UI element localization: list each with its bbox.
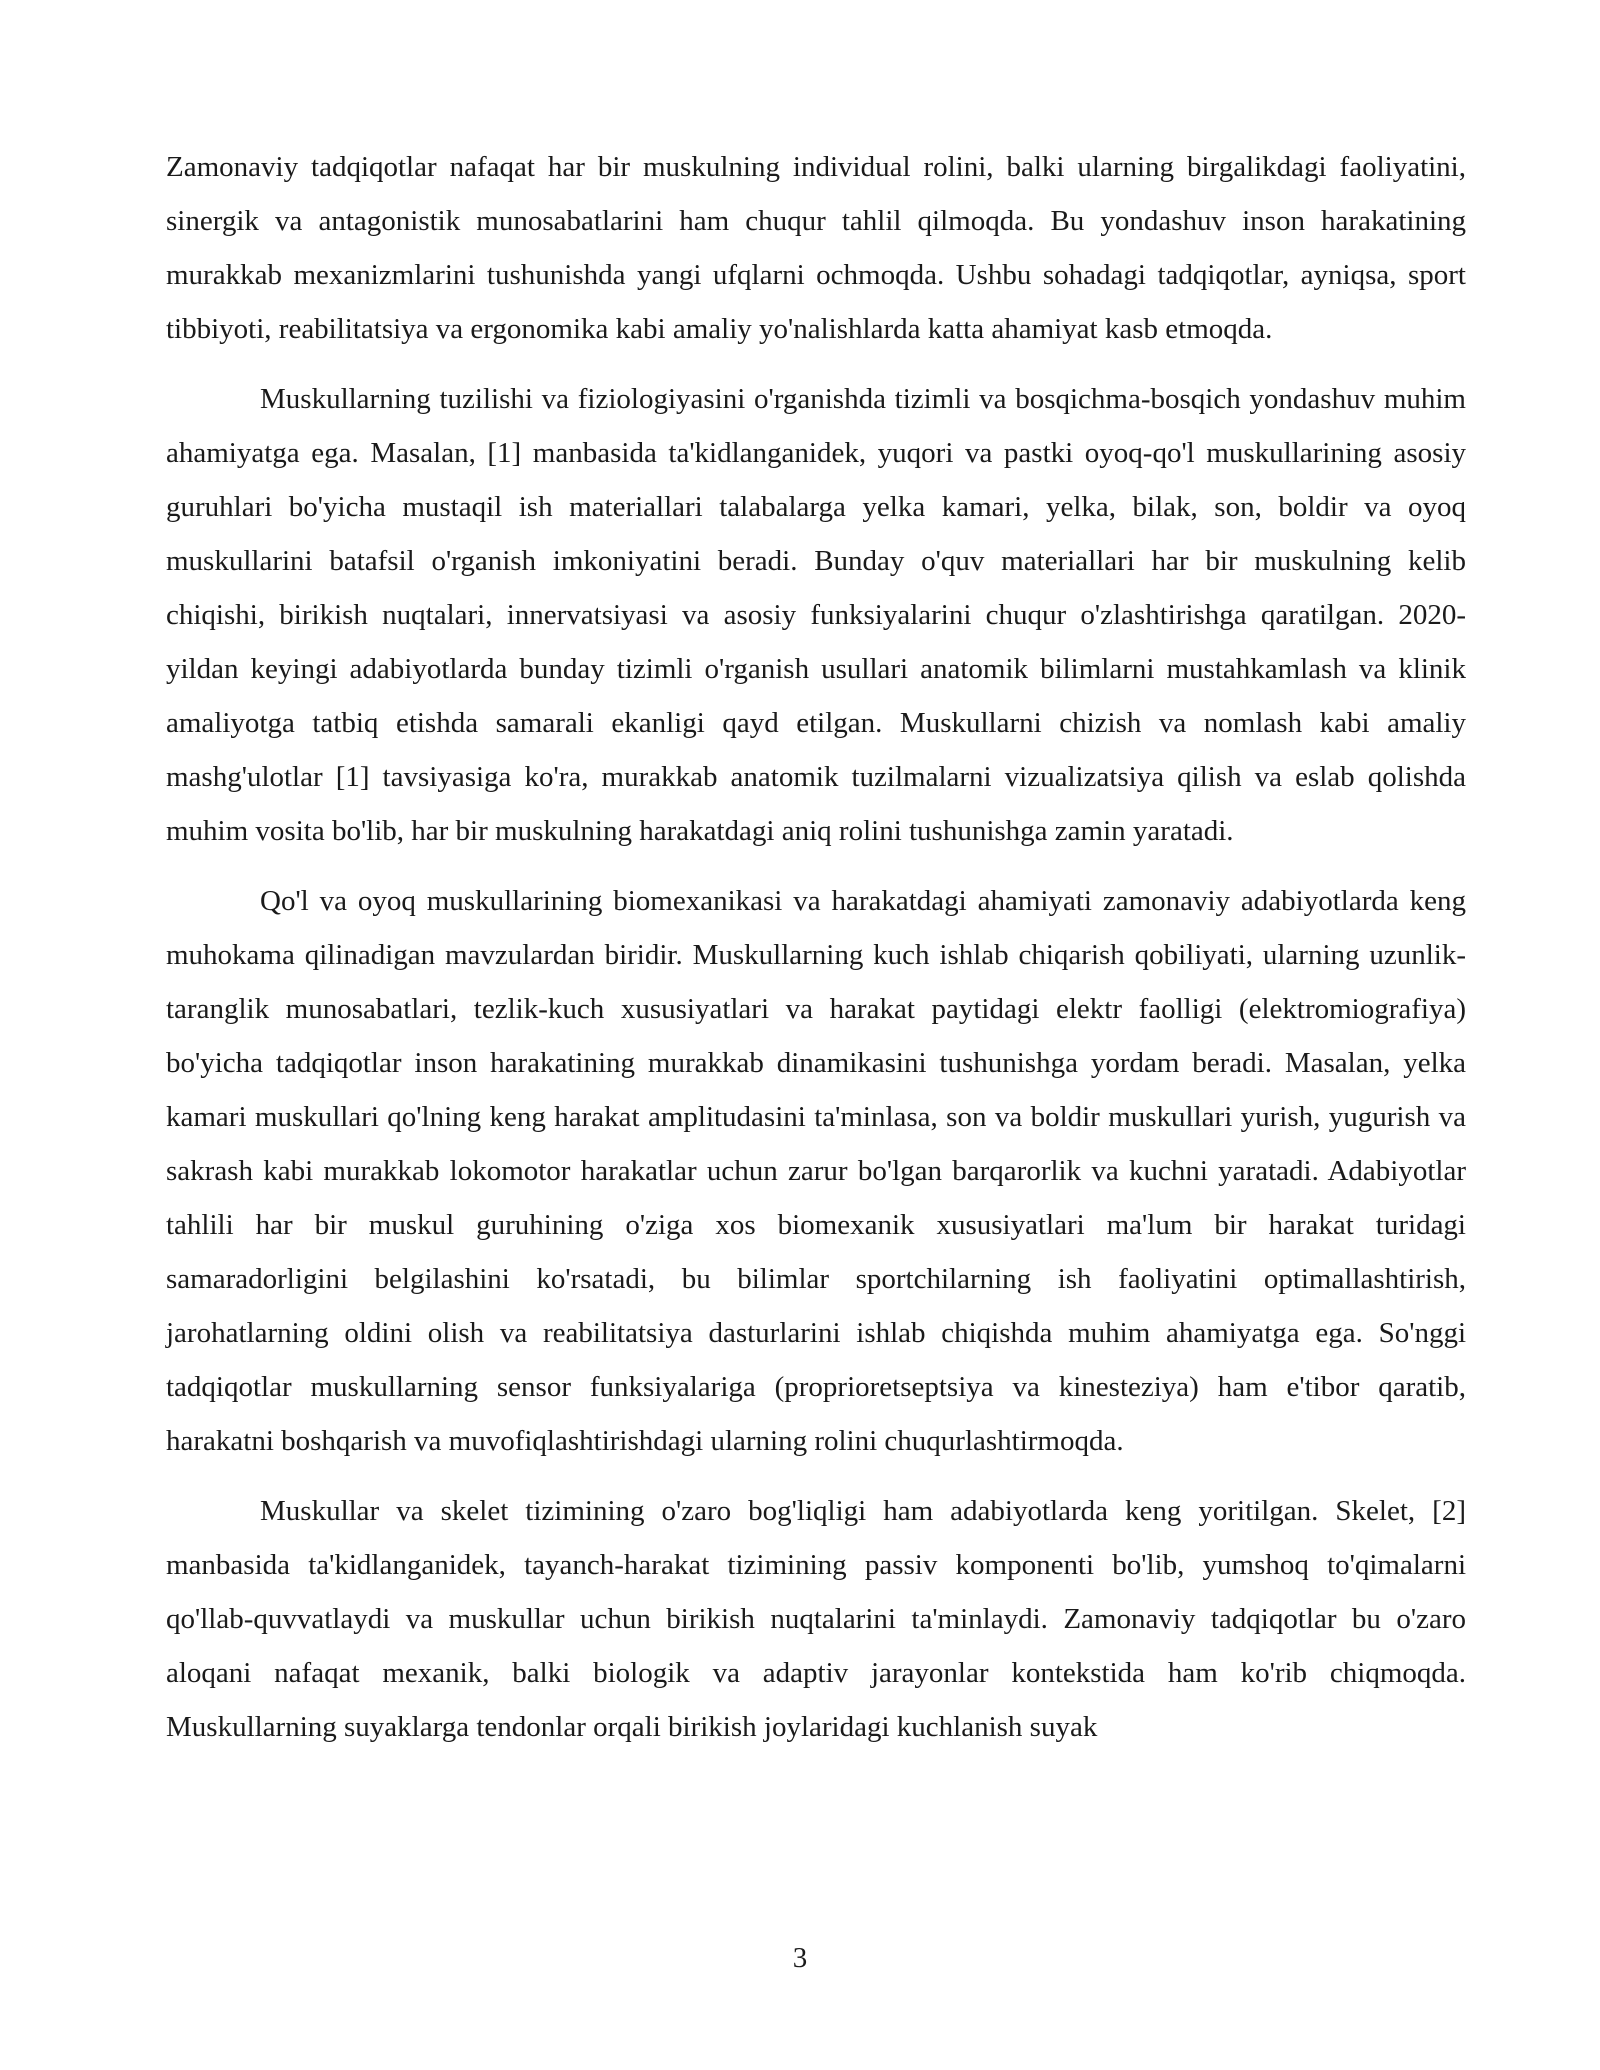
paragraph-1: Zamonaviy tadqiqotlar nafaqat har bir muskulning individual rolini, balki ularning birgalikdagi faoliyatini, sinergik va antagonistik munosabatlarini ham chuqur tahlil qilmoqda. Bu yondashuv inson harakatining murakkab mexanizmlarini tushunishda yangi ufqlarni ochmoqda. Ushbu sohadagi tadqiqotlar, ayniqsa, sport tibbiyoti, reabilitatsiya va ergonomika kabi amaliy yo'nalishlarda katta ahamiyat kasb etmoqda. <box>166 151 1466 345</box>
page-number: 3 <box>792 1942 808 1974</box>
paragraph-3: Qo'l va oyoq muskullarining biomexanikasi va harakatdagi ahamiyati zamonaviy adabiyotlarda keng muhokama qilinadigan mavzulardan biridir. Muskullarning kuch ishlab chiqarish qobiliyati, ularning uzunlik-taranglik munosabatlari, tezlik-kuch xususiyatlari va harakat paytidagi elektr faolligi (elektromiografiya) bo'yicha tadqiqotlar inson harakatining murakkab dinamikasini tushunishga yordam beradi. Masalan, yelka kamari muskullari qo'lning keng harakat amplitudasini ta'minlasa, son va boldir muskullari yurish, yugurish va sakrash kabi murakkab lokomotor harakatlar uchun zarur bo'lgan barqarorlik va kuchni yaratadi. Adabiyotlar tahlili har bir muskul guruhining o'ziga xos biomexanik xususiyatlari ma'lum bir harakat turidagi samaradorligini belgilashini ko'rsatadi, bu bilimlar sportchilarning ish faoliyatini optimallashtirish, jarohatlarning oldini olish va reabilitatsiya dasturlarini ishlab chiqishda muhim ahamiyatga ega. So'nggi tadqiqotlar muskullarning sensor funksiyalariga (proprioretseptsiya va kinesteziya) ham e'tibor qaratib, harakatni boshqarish va muvofiqlashtirishdagi ularning rolini chuqurlashtirmoqda. <box>166 885 1466 1457</box>
paragraph-4: Muskullar va skelet tizimining o'zaro bog'liqligi ham adabiyotlarda keng yoritilgan. Skelet, [2] manbasida ta'kidlanganidek, tayanch-harakat tizimining passiv komponenti bo'lib, yumshoq to'qimalarni qo'llab-quvvatlaydi va muskullar uchun birikish nuqtalarini ta'minlaydi. Zamonaviy tadqiqotlar bu o'zaro aloqani nafaqat mexanik, balki biologik va adaptiv jarayonlar kontekstida ham ko'rib chiqmoqda. Muskullarning suyaklarga tendonlar orqali birikish joylaridagi kuchlanish suyak <box>166 1495 1466 1743</box>
document-body <box>166 140 1466 1770</box>
paragraph-2: Muskullarning tuzilishi va fiziologiyasini o'rganishda tizimli va bosqichma-bosqich yondashuv muhim ahamiyatga ega. Masalan, [1] manbasida ta'kidlanganidek, yuqori va pastki oyoq-qo'l muskullarining asosiy guruhlari bo'yicha mustaqil ish materiallari talabalarga yelka kamari, yelka, bilak, son, boldir va oyoq muskullarini batafsil o'rganish imkoniyatini beradi. Bunday o'quv materiallari har bir muskulning kelib chiqishi, birikish nuqtalari, innervatsiyasi va asosiy funksiyalarini chuqur o'zlashtirishga qaratilgan. 2020-yildan keyingi adabiyotlarda bunday tizimli o'rganish usullari anatomik bilimlarni mustahkamlash va klinik amaliyotga tatbiq etishda samarali ekanligi qayd etilgan. Muskullarni chizish va nomlash kabi amaliy mashg'ulotlar [1] tavsiyasiga ko'ra, murakkab anatomik tuzilmalarni vizualizatsiya qilish va eslab qolishda muhim vosita bo'lib, har bir muskulning harakatdagi aniq rolini tushunishga zamin yaratadi. <box>166 383 1466 847</box>
